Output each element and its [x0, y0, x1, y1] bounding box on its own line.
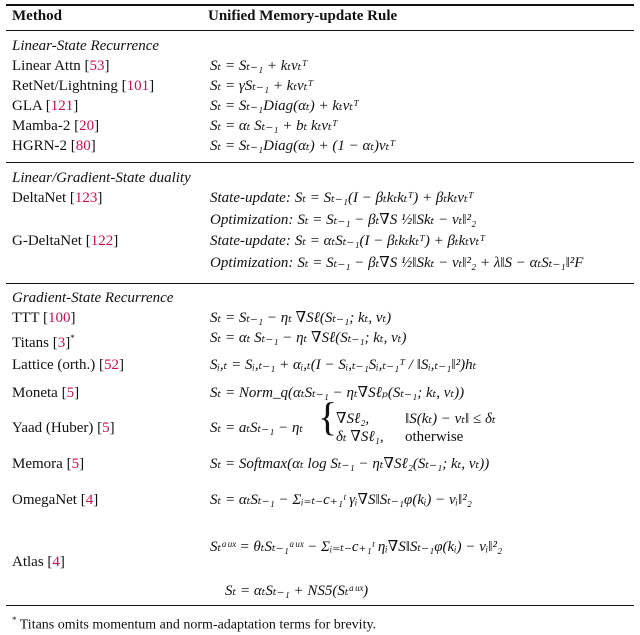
method-name: Titans [3]*: [12, 333, 75, 351]
citation-link[interactable]: 101: [126, 78, 150, 94]
method-label: Mamba-2: [12, 118, 71, 134]
formula-state-update: [210, 189, 474, 207]
formula-label: Optimization:: [210, 212, 294, 228]
formula-state-update: [210, 232, 485, 250]
formula: Sₜ = Sₜ₋₁Diag(αₜ) + (1 − αₜ)vₜᵀ: [210, 138, 396, 154]
formula: Sₜ = αₜSₜ₋₁ + NS5(Sₜᵃᵘˣ): [225, 583, 369, 599]
method-name: Linear Attn [53]: [12, 58, 110, 74]
citation-link[interactable]: 122: [90, 233, 114, 249]
footnote: * Titans omits momentum and norm-adaptation terms for brevity.: [12, 615, 377, 633]
top-rule: [6, 4, 634, 6]
method-name: Yaad (Huber) [5]: [12, 420, 115, 436]
formula: Sₜ = αₜ Sₜ₋₁ − ηₜ ∇Sℓ(Sₜ₋₁; kₜ, vₜ): [210, 330, 407, 346]
case-expression: ∇Sℓ₂,: [336, 411, 370, 427]
citation-link[interactable]: 123: [74, 190, 98, 206]
method-name: RetNet/Lightning [101]: [12, 78, 155, 94]
method-name: OmegaNet [4]: [12, 492, 99, 508]
citation-link[interactable]: 80: [75, 138, 91, 154]
section-title: Linear/Gradient-State duality: [12, 170, 191, 186]
footnote-mark: *: [70, 333, 75, 343]
method-name: Mamba-2 [20]: [12, 118, 100, 134]
formula: Sₜ = αₜSₜ₋₁(I − βₜkₜkₜᵀ) + βₜkₜvₜᵀ: [294, 233, 486, 249]
citation-link[interactable]: 100: [47, 310, 71, 326]
header-rule-line: [6, 30, 634, 31]
formula: Sₜ = Sₜ₋₁ − βₜ∇S ½‖Skₜ − vₜ‖²₂: [297, 212, 477, 228]
section-title: Gradient-State Recurrence: [12, 290, 174, 306]
citation-link[interactable]: 5: [66, 385, 75, 401]
method-name: HGRN-2 [80]: [12, 138, 96, 154]
section-title: Linear-State Recurrence: [12, 38, 160, 54]
section-divider: [6, 283, 634, 284]
cases-brace: {: [318, 394, 338, 439]
citation-link[interactable]: 53: [89, 58, 105, 74]
method-label: Lattice (orth.): [12, 357, 96, 373]
formula: Sₜ = Norm_q(αₜSₜ₋₁ − ηₜ∇Sℓₚ(Sₜ₋₁; kₜ, vₜ)): [210, 385, 465, 401]
citation-link[interactable]: 4: [52, 554, 60, 570]
method-label: Memora: [12, 456, 63, 472]
formula: Sₜ = Softmax(αₜ log Sₜ₋₁ − ηₜ∇Sℓ₂(Sₜ₋₁; kₜ, vₜ)): [210, 456, 490, 472]
formula: Sₜ = aₜSₜ₋₁ − ηₜ: [210, 420, 304, 436]
method-label: Titans: [12, 335, 49, 351]
formula-optimization: [210, 254, 583, 272]
formula: Sₜ = γSₜ₋₁ + kₜvₜᵀ: [210, 78, 314, 94]
method-label: Yaad (Huber): [12, 420, 94, 436]
method-label: Atlas: [12, 554, 44, 570]
method-name: Moneta [5]: [12, 385, 80, 401]
method-label: GLA: [12, 98, 42, 114]
citation-link[interactable]: 121: [50, 98, 74, 114]
citation-link[interactable]: 52: [104, 357, 120, 373]
citation-link[interactable]: 5: [71, 456, 80, 472]
formula: Sₜ = Sₜ₋₁ − βₜ∇S ½‖Skₜ − vₜ‖²₂ + λ‖S − αₜSₜ₋₁‖²F: [297, 255, 584, 271]
formula: Sₜ = αₜ Sₜ₋₁ + bₜ kₜvₜᵀ: [210, 118, 338, 134]
method-label: Linear Attn: [12, 58, 81, 74]
citation-link[interactable]: 5: [102, 420, 110, 436]
method-label: TTT: [12, 310, 40, 326]
formula-label: State-update:: [210, 190, 291, 206]
formula: Sₜ = Sₜ₋₁ − ηₜ ∇Sℓ(Sₜ₋₁; kₜ, vₜ): [210, 310, 392, 326]
method-label: RetNet/Lightning: [12, 78, 118, 94]
method-name: Atlas [4]: [12, 554, 65, 570]
method-label: Moneta: [12, 385, 58, 401]
case-expression: δₜ ∇Sℓ₁,: [336, 429, 384, 445]
method-name: Lattice (orth.) [52]: [12, 357, 125, 373]
citation-link[interactable]: 20: [79, 118, 95, 134]
formula: Sₜᵃᵘˣ = θₜSₜ₋₁ᵃᵘˣ − Σᵢ₌ₜ₋c₊₁ᵗ ηᵢ∇S‖Sₜ₋₁φ(kᵢ) − vᵢ‖²₂: [210, 539, 503, 555]
bottom-rule: [6, 605, 634, 606]
case-condition: ‖S(kₜ) − vₜ‖ ≤ δₜ: [405, 411, 496, 427]
citation-link[interactable]: 3: [57, 335, 66, 351]
formula: Sᵢ,ₜ = Sᵢ,ₜ₋₁ + αᵢ,ₜ(I − Sᵢ,ₜ₋₁Sᵢ,ₜ₋₁ᵀ / ‖Sᵢ,ₜ₋₁‖²)hₜ: [210, 357, 477, 373]
formula-label: Optimization:: [210, 255, 294, 271]
formula: Sₜ = Sₜ₋₁ + kₜvₜᵀ: [210, 58, 308, 74]
citation-link[interactable]: 4: [85, 492, 94, 508]
formula-label: State-update:: [210, 233, 291, 249]
header-method: Method: [12, 8, 62, 24]
formula: Sₜ = αₜSₜ₋₁ − Σᵢ₌ₜ₋c₊₁ᵗ γᵢ∇S‖Sₜ₋₁φ(kᵢ) − vᵢ‖²₂: [210, 492, 472, 508]
method-name: Memora [5]: [12, 456, 85, 472]
method-name: GLA [121]: [12, 98, 79, 114]
method-name: DeltaNet [123]: [12, 190, 103, 206]
section-divider: [6, 162, 634, 163]
case-condition: otherwise: [405, 429, 464, 445]
formula: Sₜ = Sₜ₋₁(I − βₜkₜkₜᵀ) + βₜkₜvₜᵀ: [294, 190, 474, 206]
method-label: DeltaNet: [12, 190, 67, 206]
formula: Sₜ = Sₜ₋₁Diag(αₜ) + kₜvₜᵀ: [210, 98, 359, 114]
header-rule: Unified Memory-update Rule: [208, 8, 398, 24]
formula-optimization: [210, 211, 476, 229]
method-label: G-DeltaNet: [12, 233, 82, 249]
method-name: G-DeltaNet [122]: [12, 233, 119, 249]
method-name: TTT [100]: [12, 310, 76, 326]
method-label: HGRN-2: [12, 138, 67, 154]
method-label: OmegaNet: [12, 492, 77, 508]
